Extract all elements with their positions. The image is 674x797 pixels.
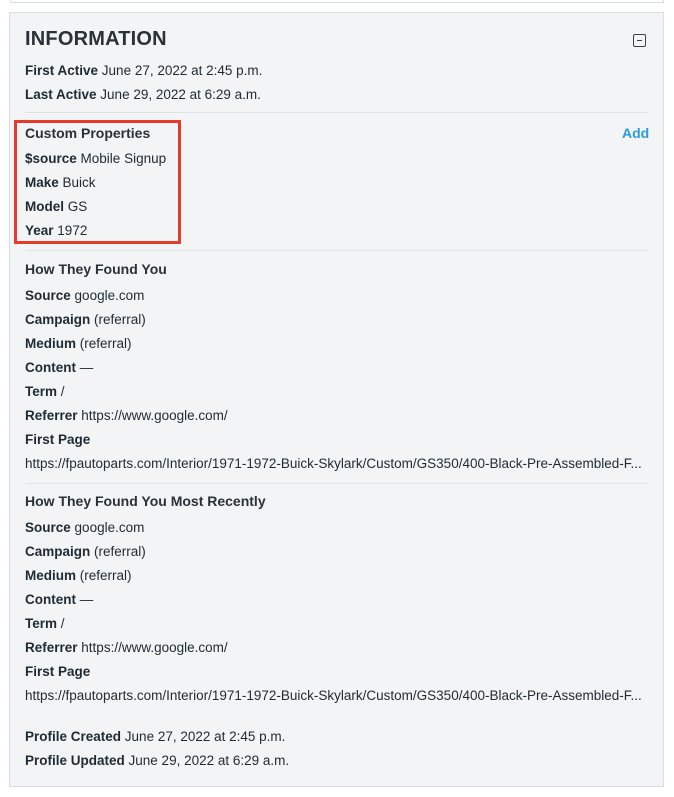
minus-square-icon[interactable] [633, 34, 646, 47]
highlight-box [14, 120, 181, 244]
panel-title: INFORMATION [25, 28, 167, 50]
last-active-row [25, 87, 261, 102]
property-label: Make [25, 175, 59, 190]
add-property-link[interactable]: Add [622, 125, 650, 141]
last-active-label: Last Active [25, 87, 97, 102]
property-value: Buick [62, 175, 96, 190]
field-value: (referral) [79, 336, 132, 351]
field-label: Campaign [25, 544, 91, 559]
found-campaign-row [25, 312, 146, 327]
found-first-page-url: https://fpautoparts.com/Interior/1971-1972-Buick-Skylark/Custom/GS350/400-Black-Pre-Assembled-F... [25, 456, 642, 471]
first-active-label: First Active [25, 63, 99, 78]
field-label: Source [25, 520, 71, 535]
divider [25, 250, 648, 251]
first-active-value: June 27, 2022 at 2:45 p.m. [101, 63, 263, 78]
recent-first-page-url: https://fpautoparts.com/Interior/1971-1972-Buick-Skylark/Custom/GS350/400-Black-Pre-Assembled-F... [25, 688, 642, 703]
property-label: Model [25, 199, 64, 214]
property-label: $source [25, 151, 77, 166]
first-active-row [25, 63, 262, 78]
field-value: google.com [74, 520, 145, 535]
field-value: June 27, 2022 at 2:45 p.m. [124, 729, 286, 744]
field-label: First Page [25, 432, 91, 447]
last-active-value: June 29, 2022 at 6:29 a.m. [100, 87, 261, 102]
found-content-row [25, 360, 93, 375]
recent-source-row [25, 520, 144, 535]
field-value: / [60, 616, 65, 631]
recent-campaign-row [25, 544, 146, 559]
field-value: — [79, 360, 94, 375]
found-first-page-label [25, 432, 90, 447]
field-label: Profile Created [25, 729, 122, 744]
property-value: GS [67, 199, 88, 214]
property-value: Mobile Signup [80, 151, 167, 166]
profile-updated-row [25, 753, 289, 768]
field-label: Medium [25, 336, 77, 351]
field-value: June 29, 2022 at 6:29 a.m. [128, 753, 290, 768]
field-value: — [79, 592, 94, 607]
field-label: Campaign [25, 312, 91, 327]
field-label: Profile Updated [25, 753, 125, 768]
recent-medium-row [25, 568, 132, 583]
field-label: Term [25, 616, 58, 631]
field-value: (referral) [94, 312, 146, 327]
found-source-row [25, 288, 144, 303]
custom-properties-heading: Custom Properties [25, 125, 151, 141]
field-value: https://www.google.com/ [81, 408, 228, 423]
recent-term-row [25, 616, 65, 631]
field-value: https://www.google.com/ [81, 640, 228, 655]
found-you-heading: How They Found You [25, 261, 167, 277]
field-value: (referral) [94, 544, 146, 559]
field-label: Term [25, 384, 58, 399]
field-label: Medium [25, 568, 77, 583]
field-value: (referral) [79, 568, 132, 583]
field-label: Source [25, 288, 71, 303]
field-label: Content [25, 592, 76, 607]
field-label: Referrer [25, 408, 78, 423]
field-value: / [60, 384, 65, 399]
property-value: 1972 [57, 223, 88, 238]
field-label: First Page [25, 664, 91, 679]
property-label: Year [25, 223, 54, 238]
previous-card-bottom [10, 0, 664, 3]
field-value: google.com [74, 288, 145, 303]
divider [25, 112, 648, 113]
found-term-row [25, 384, 65, 399]
divider [25, 483, 648, 484]
profile-created-row [25, 729, 285, 744]
recent-content-row [25, 592, 93, 607]
information-panel [9, 12, 664, 787]
found-medium-row [25, 336, 132, 351]
found-referrer-row [25, 408, 228, 423]
field-label: Content [25, 360, 76, 375]
found-you-recent-heading: How They Found You Most Recently [25, 493, 266, 509]
field-label: Referrer [25, 640, 78, 655]
recent-referrer-row [25, 640, 228, 655]
recent-first-page-label [25, 664, 90, 679]
